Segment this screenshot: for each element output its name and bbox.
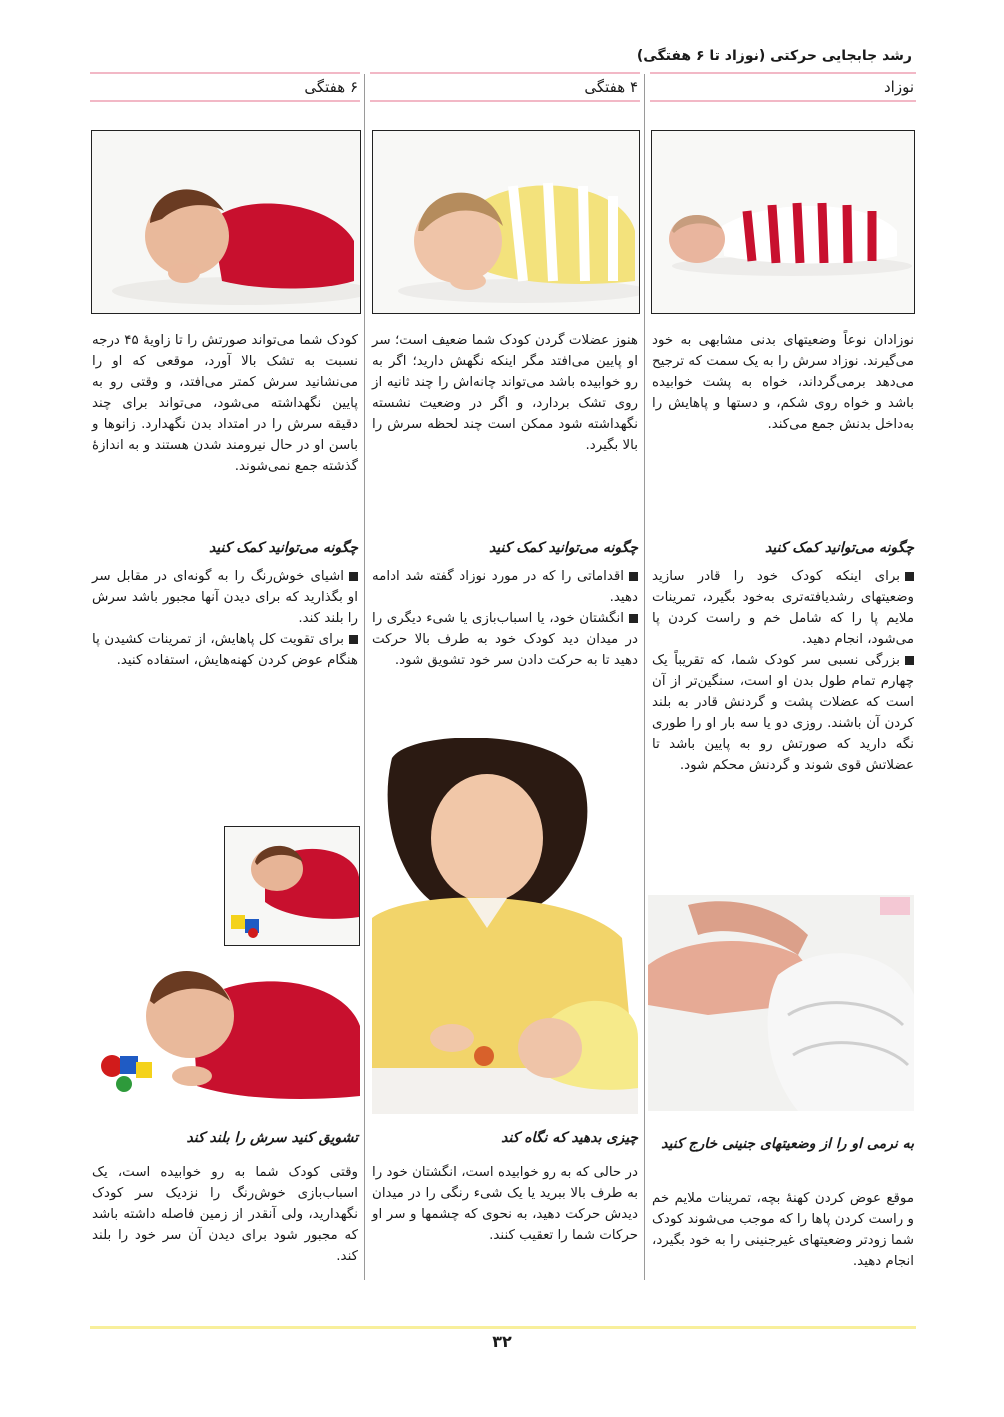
rule-middle-top <box>370 72 640 74</box>
bottom-text-left: وقتی کودک شما به رو خوابیده است، یک اسباب‌بازی خوش‌رنگ را نزدیک سر کودک نگهدارید، ولی آنقدر از زمین فاصله داشته باشد که مجبور شود برای دیدن آن سر خود را بلند کند. <box>92 1165 358 1264</box>
bullet-square-icon <box>905 572 914 581</box>
rule-right-top <box>650 72 916 74</box>
intro-text-right: نوزادان نوعاً وضعیتهای بدنی مشابهی به خود می‌گیرند. نوزاد سرش را به یک سمت که ترجیح می‌دهد برمی‌گرداند، خواه به پشت خوابیده باشد و خواه روی شکم، و دستها و پاهایش را به‌داخل بدنش جمع می‌کند. <box>652 333 914 432</box>
column-separator-left <box>364 74 365 1280</box>
column-heading-left: ۶ هفتگی <box>304 78 358 96</box>
rule-left-bottom <box>90 100 360 102</box>
help-item-middle-1: اقداماتی را که در مورد نوزاد گفته شد ادامه دهید. <box>372 569 638 605</box>
bottom-title-middle: چیزی بدهید که نگاه کند <box>501 1130 638 1146</box>
photo-leg-exercise <box>648 895 914 1111</box>
bottom-text-right: موقع عوض کردن کهنهٔ بچه، تمرینات ملایم خم و راست کردن پاها را که موجب می‌شوند کودک شما زودتر وضعیتهای غیرجنینی را به خود بگیرد، انجام دهید. <box>652 1191 914 1269</box>
intro-text-left: کودک شما می‌تواند صورتش را تا زاویهٔ ۴۵ درجه نسبت به تشک بالا آورد، موقعی که او را می‌نشانید سرش کمتر می‌افتد، و وقتی رو به پایین نگهداشته می‌شود، می‌تواند برای چند دقیقه سرش را در امتداد بدن نگهدارد. زانوها و باسن او در حال نیرومند شدن هستند و به اندازهٔ گذشته جمع نمی‌شوند. <box>92 333 358 474</box>
rule-middle-bottom <box>370 100 640 102</box>
photo-baby-lifting-head <box>92 946 360 1106</box>
help-list-middle <box>372 566 638 671</box>
help-item-middle-2: انگشتان خود، یا اسباب‌بازی یا شیء دیگری را در میدان دید کودک خود به طرف بالا حرکت دهید تا به حرکت دادن سر خود تشویق شود. <box>372 611 638 668</box>
rule-left-top <box>90 72 360 74</box>
photo-newborn <box>651 130 915 314</box>
bottom-title-right: به نرمی او را از وضعیتهای جنینی خارج کنید <box>661 1136 914 1152</box>
bullet-square-icon <box>349 572 358 581</box>
help-title-left: چگونه می‌توانید کمک کنید <box>208 540 358 556</box>
help-list-left <box>92 566 358 671</box>
intro-text-middle: هنوز عضلات گردن کودک شما ضعیف است؛ سر او پایین می‌افتد مگر اینکه نگهش دارید؛ اگر به رو خوابیده باشد می‌تواند چانه‌اش را چند ثانیه از روی تشک بردارد، و اگر در وضعیت نشسته نگهداشته شود ممکن است چند لحظه سرش را بالا بگیرد. <box>372 333 638 453</box>
bottom-text-middle: در حالی که به رو خوابیده است، انگشتان خود را به طرف بالا ببرید یا یک شیء رنگی را در میدان دیدش حرکت دهید، به نحوی که چشمها و سر او حرکات شما را تعقیب کنند. <box>372 1165 638 1243</box>
photo-baby-6-weeks <box>91 130 361 314</box>
column-heading-right: نوزاد <box>883 78 914 96</box>
bottom-title-left: تشویق کنید سرش را بلند کند <box>186 1130 358 1146</box>
rule-right-bottom <box>650 100 916 102</box>
bullet-square-icon <box>349 635 358 644</box>
column-heading-middle: ۴ هفتگی <box>584 78 638 96</box>
column-separator-right <box>644 74 645 1280</box>
page-number: ۳۲ <box>492 1332 512 1351</box>
photo-baby-toy-small <box>224 826 360 946</box>
bullet-square-icon <box>629 572 638 581</box>
footer-rule <box>90 1326 916 1329</box>
help-item-left-1: اشیای خوش‌رنگ را به گونه‌ای در مقابل سر او بگذارید که برای دیدن آنها مجبور باشد سرش را بلند کند. <box>92 569 358 626</box>
photo-mother-with-baby <box>372 738 638 1114</box>
help-item-left-2: برای تقویت کل پاهایش، از تمرینات کشیدن پا هنگام عوض کردن کهنه‌هایش، استفاده کنید. <box>92 632 358 668</box>
help-item-right-2: بزرگی نسبی سر کودک شما، که تقریباً یک چهارم تمام طول بدن او است، سنگین‌تر از آن است که عضلات پشت و گردنش قادر به بلند کردن آن باشند. روزی دو یا سه بار او را طوری نگه دارید که صورتش رو به پایین باشد تا عضلاتش قوی شوند و گردنش محکم شود. <box>652 653 914 773</box>
help-list-right <box>652 566 914 776</box>
help-title-middle: چگونه می‌توانید کمک کنید <box>488 540 638 556</box>
bullet-square-icon <box>905 656 914 665</box>
bullet-square-icon <box>629 614 638 623</box>
page-title: رشد جابجایی حرکتی (نوزاد تا ۶ هفتگی) <box>636 48 912 64</box>
help-item-right-1: برای اینکه کودک خود را قادر سازید وضعیتهای رشدیافته‌تری به‌خود بگیرد، تمرینات ملایم پا را که شامل خم و راست کردن پا می‌شود، انجام دهید. <box>652 569 914 647</box>
help-title-right: چگونه می‌توانید کمک کنید <box>764 540 914 556</box>
photo-baby-4-weeks <box>372 130 640 314</box>
